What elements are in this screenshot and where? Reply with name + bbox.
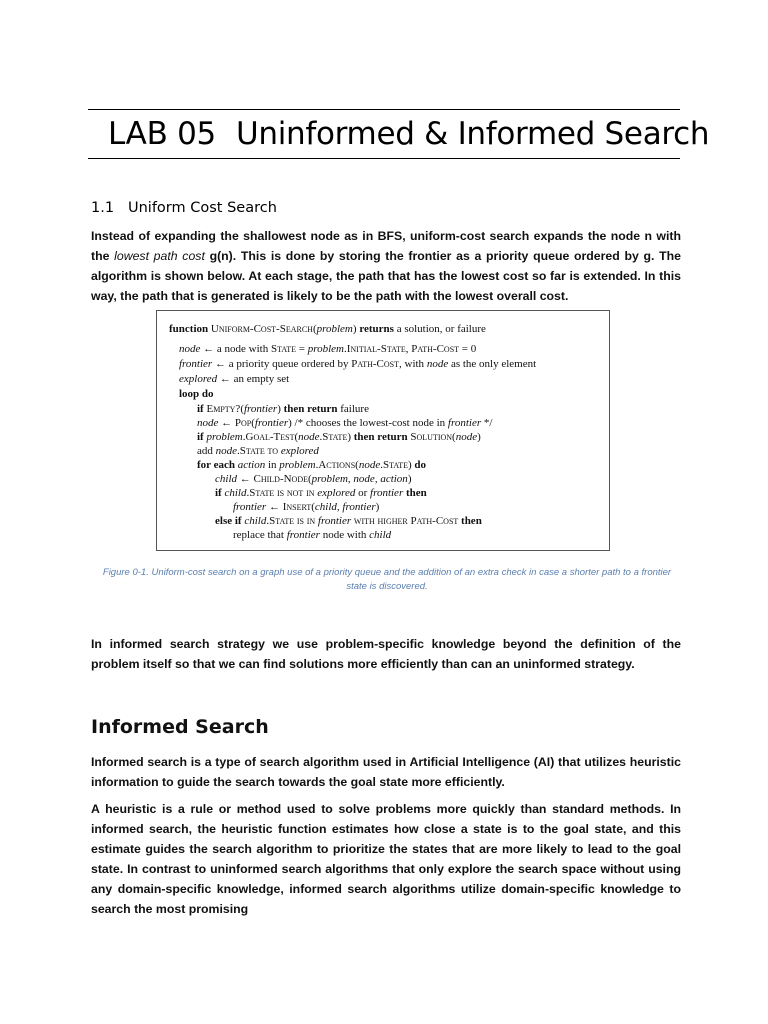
algorithm-line: explored ← an empty set bbox=[179, 373, 290, 385]
algorithm-line: frontier ← a priority queue ordered by Path-Cost, with node as the only element bbox=[179, 358, 537, 370]
figure-caption: Figure 0-1. Uniform-cost search on a graph use of a priority queue and the addition of an extra check in case a shorter path to a frontier state is discovered. bbox=[102, 567, 672, 592]
uniform-cost-paragraph: Instead of expanding the shallowest node as in BFS, uniform-cost search expands the node n with the lowest path cost g(n). This is done by storing the frontier as a priority queue ordered by g. The algorithm is shown below. At each stage, the path that has the lowest cost so far is extended. In this way, the path that is generated is likely to be the path with the lowest overall cost. bbox=[91, 229, 681, 303]
algorithm-line: frontier ← Insert(child, frontier) bbox=[233, 501, 380, 513]
emphasis-lowest-path-cost: lowest path cost bbox=[114, 249, 205, 263]
algorithm-line: add node.State to explored bbox=[197, 445, 319, 457]
algorithm-line: node ← Pop(frontier) /* chooses the lowest-cost node in frontier */ bbox=[197, 417, 493, 429]
title-rule-top bbox=[88, 109, 680, 110]
algorithm-line: replace that frontier node with child bbox=[233, 529, 392, 541]
algorithm-line: child ← Child-Node(problem, node, action) bbox=[215, 473, 412, 485]
informed-intro-paragraph: In informed search strategy we use problem-specific knowledge beyond the definition of the problem itself so that we can find solutions more efficiently than can an uninformed strategy. bbox=[91, 637, 681, 671]
informed-search-paragraph-1: Informed search is a type of search algorithm used in Artificial Intelligence (AI) that utilizes heuristic information to guide the search towards the goal state more efficiently. bbox=[91, 755, 681, 789]
section-heading-uniform-cost bbox=[91, 199, 277, 217]
informed-search-paragraph-2: A heuristic is a rule or method used to solve problems more quickly than standard methods. In informed search, the heuristic function estimates how close a state is to the goal state, and this estimate guides the search algorithm to prioritize the states that are more likely to lead to the goal state. In contrast to uninformed search algorithms that only explore the search space without using any domain-specific knowledge, informed search algorithms utilize domain-specific knowledge to search the most promising bbox=[91, 802, 681, 916]
algorithm-figure bbox=[156, 310, 610, 551]
lab-title-text: Uninformed & Informed Search bbox=[235, 116, 710, 152]
lab-number: LAB 05 bbox=[108, 116, 216, 152]
algorithm-line: function Uniform-Cost-Search(problem) returns a solution, or failure bbox=[169, 323, 486, 335]
algorithm-line: node ← a node with State = problem.Initial-State, Path-Cost = 0 bbox=[179, 343, 477, 355]
algorithm-line: else if child.State is in frontier with higher Path-Cost then bbox=[215, 515, 482, 527]
informed-search-heading: Informed Search bbox=[91, 716, 269, 738]
algorithm-line: if problem.Goal-Test(node.State) then return Solution(node) bbox=[197, 431, 481, 443]
page-title bbox=[108, 114, 709, 154]
algorithm-line: if child.State is not in explored or frontier then bbox=[215, 487, 427, 499]
section-title: Uniform Cost Search bbox=[128, 200, 277, 216]
algorithm-line: for each action in problem.Actions(node.State) do bbox=[197, 459, 427, 471]
section-number: 1.1 bbox=[91, 200, 115, 216]
algorithm-line: if Empty?(frontier) then return failure bbox=[197, 403, 369, 415]
algorithm-line: loop do bbox=[179, 388, 214, 400]
title-rule-bottom bbox=[88, 158, 680, 159]
